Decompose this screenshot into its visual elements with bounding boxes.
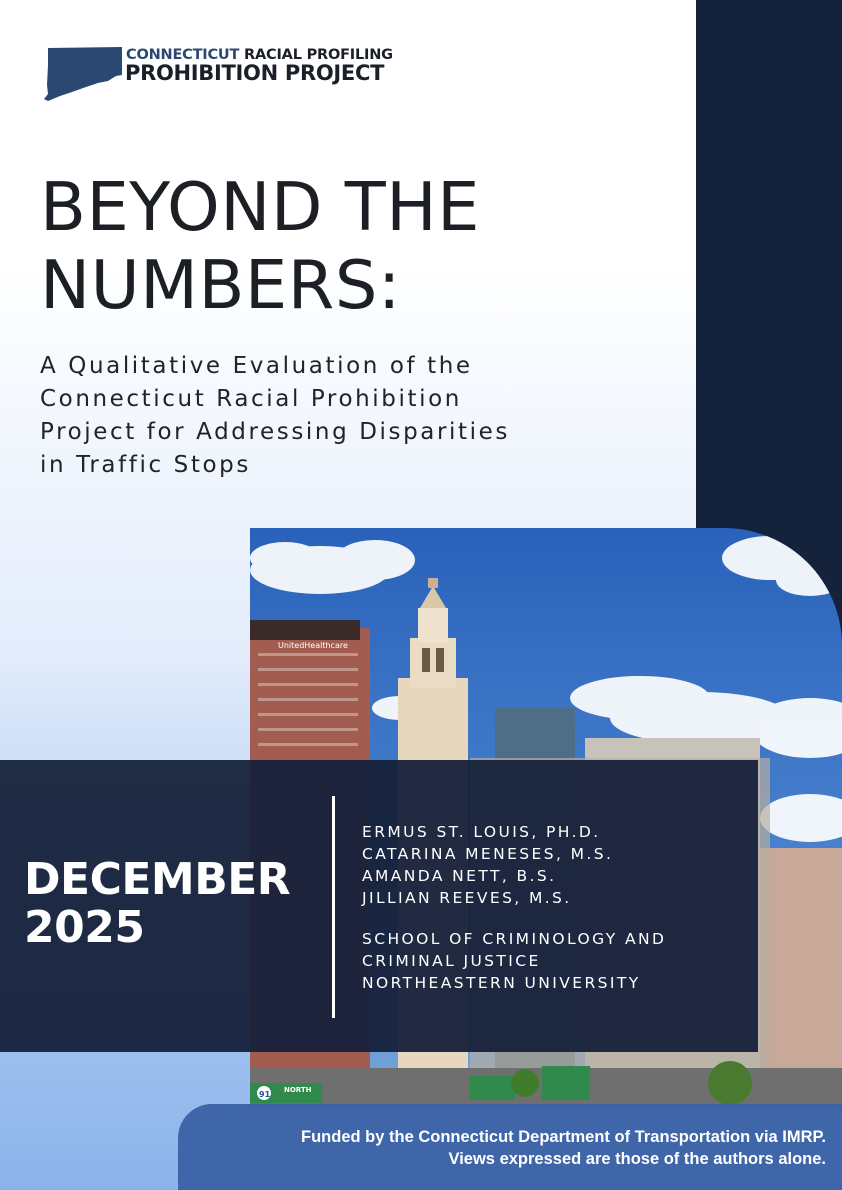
vertical-divider <box>332 796 335 1018</box>
affiliation-line: SCHOOL OF CRIMINOLOGY AND <box>362 930 667 948</box>
date-year: 2025 <box>24 902 145 953</box>
building-sign-text: UnitedHealthcare <box>278 641 348 650</box>
connecticut-state-map-icon <box>42 45 124 103</box>
funding-statement <box>166 1126 826 1170</box>
author-name: ERMUS ST. LOUIS, PH.D. <box>362 823 601 841</box>
logo-word-connecticut: CONNECTICUT <box>126 47 240 63</box>
report-subtitle <box>40 350 680 482</box>
logo-words-racial-profiling: RACIAL PROFILING <box>244 47 393 63</box>
title-line-2: NUMBERS: <box>40 246 401 324</box>
subtitle-line-4: in Traffic Stops <box>40 452 251 478</box>
road-sign-direction: NORTH <box>284 1086 312 1094</box>
report-title <box>40 168 680 324</box>
affiliation <box>362 928 666 994</box>
author-list <box>362 821 613 909</box>
subtitle-line-2: Connecticut Racial Prohibition <box>40 386 462 412</box>
author-name: JILLIAN REEVES, M.S. <box>362 889 572 907</box>
funding-line-2: Views expressed are those of the authors alone. <box>448 1150 826 1168</box>
author-name: AMANDA NETT, B.S. <box>362 867 557 885</box>
publication-date <box>24 856 290 952</box>
funding-line-1: Funded by the Connecticut Department of Transportation via IMRP. <box>301 1128 826 1146</box>
date-month: DECEMBER <box>24 854 291 905</box>
affiliation-line: CRIMINAL JUSTICE <box>362 952 541 970</box>
subtitle-line-1: A Qualitative Evaluation of the <box>40 353 473 379</box>
author-name: CATARINA MENESES, M.S. <box>362 845 614 863</box>
affiliation-line: NORTHEASTERN UNIVERSITY <box>362 974 641 992</box>
road-sign-route-number: 91 <box>259 1090 271 1099</box>
project-logo <box>42 45 462 105</box>
title-line-1: BEYOND THE <box>40 168 480 246</box>
subtitle-line-3: Project for Addressing Disparities <box>40 419 510 445</box>
logo-text-line2: PROHIBITION PROJECT <box>125 61 385 85</box>
